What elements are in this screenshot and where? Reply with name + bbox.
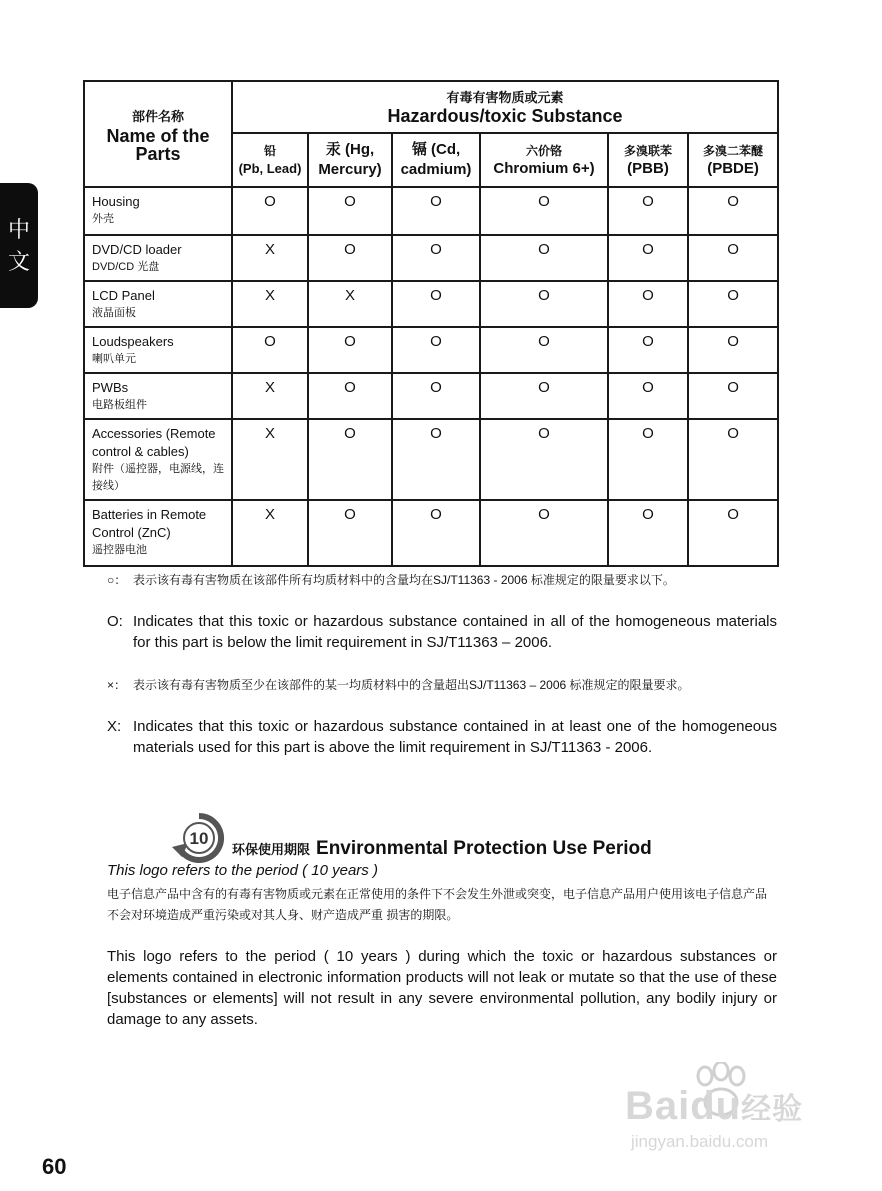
mark-cell: O	[480, 373, 608, 419]
part-name-zh: DVD/CD 光盘	[92, 261, 160, 273]
mark-cell: O	[308, 419, 392, 500]
substance-col-mercury	[308, 133, 392, 187]
parts-name-header-en: Name of the	[106, 125, 210, 146]
note-x-en-text: Indicates that this toxic or hazardous substance contained in at least one of the homogeneous materials used for this part is above the limit requirement in SJ/T11363 - 2006.	[133, 718, 777, 756]
mark-cell: X	[232, 281, 308, 327]
substance-zh: 镉 (Cd,	[411, 141, 461, 158]
table-row	[84, 281, 778, 327]
part-name-zh: 液晶面板	[92, 307, 136, 319]
mark-cell: O	[308, 235, 392, 281]
mark-cell: O	[608, 500, 688, 566]
substance-en: Chromium 6+)	[493, 159, 595, 177]
epup-logo	[170, 813, 228, 863]
mark-cell: O	[480, 419, 608, 500]
mark-cell: O	[688, 327, 778, 373]
epup-en-text: This logo refers to the period ( 10 years ) during which the toxic or hazardous substances or elements contained in electronic information products will not leak or mutate so that the use of these [substances or elements] will not result in any severe environmental pollution, any bodily injury or damage to any assets.	[107, 948, 777, 1028]
mark-cell: O	[392, 327, 480, 373]
mark-cell: X	[232, 235, 308, 281]
mark-cell: O	[308, 187, 392, 235]
part-name-zh: 喇叭单元	[92, 353, 136, 365]
substance-en: (PBDE)	[707, 159, 759, 177]
mark-cell: O	[308, 373, 392, 419]
part-name-en: LCD Panel	[92, 288, 155, 303]
mark-cell: O	[232, 327, 308, 373]
watermark-url: jingyan.baidu.com	[631, 1132, 769, 1151]
part-name-zh: 附件（遥控器，电源线，连接线）	[92, 463, 224, 492]
substance-header	[232, 81, 778, 133]
mark-cell: X	[232, 373, 308, 419]
part-name-cell	[84, 235, 232, 281]
part-name-en: Accessories (Remote control & cables)	[92, 426, 216, 459]
page-number: 60	[42, 1154, 67, 1179]
substance-header-zh: 有毒有害物质或元素	[446, 90, 564, 105]
mark-cell: O	[232, 187, 308, 235]
part-name-cell	[84, 327, 232, 373]
watermark-brand	[625, 1084, 803, 1129]
watermark-brand-b: du	[690, 1084, 742, 1128]
substance-col-lead	[232, 133, 308, 187]
table-row	[84, 235, 778, 281]
parts-name-header-zh: 部件名称	[131, 108, 184, 124]
note-x-en	[107, 716, 777, 758]
note-x-en-lead: X:	[107, 718, 122, 735]
table-row	[84, 187, 778, 235]
mark-cell: X	[308, 281, 392, 327]
part-name-en: Loudspeakers	[92, 334, 174, 349]
substance-col-chromium	[480, 133, 608, 187]
language-tab-char: 文	[7, 248, 30, 274]
part-name-cell	[84, 500, 232, 566]
mark-cell: O	[608, 327, 688, 373]
mark-cell: O	[480, 500, 608, 566]
substance-zh: 铅	[263, 143, 276, 158]
part-name-en: Housing	[92, 194, 140, 209]
substance-col-pbde	[688, 133, 778, 187]
substance-zh: 多溴联苯	[623, 143, 672, 158]
substance-en: (Pb, Lead)	[238, 160, 302, 176]
part-name-cell	[84, 373, 232, 419]
substance-zh: 六价铬	[525, 143, 562, 158]
mark-cell: O	[480, 281, 608, 327]
substance-col-pbb	[608, 133, 688, 187]
part-name-en: Batteries in Remote Control (ZnC)	[92, 507, 207, 540]
part-name-zh: 遥控器电池	[92, 544, 147, 556]
note-x-zh-lead: ×：	[107, 678, 127, 692]
part-name-cell	[84, 281, 232, 327]
parts-name-header-en-2: Parts	[135, 143, 181, 164]
mark-cell: O	[392, 500, 480, 566]
mark-cell: O	[688, 235, 778, 281]
mark-cell: O	[392, 235, 480, 281]
mark-cell: O	[608, 419, 688, 500]
substance-col-cadmium	[392, 133, 480, 187]
mark-cell: O	[608, 187, 688, 235]
mark-cell: O	[308, 327, 392, 373]
mark-cell: O	[688, 187, 778, 235]
part-name-cell	[84, 187, 232, 235]
mark-cell: O	[608, 373, 688, 419]
substance-zh: 多溴二苯醚	[703, 143, 764, 158]
substance-en: cadmium)	[400, 161, 472, 178]
watermark-brand-a: Bai	[625, 1084, 691, 1128]
watermark-brand-cn: 经验	[741, 1093, 804, 1126]
mark-cell: O	[688, 373, 778, 419]
note-x-zh	[107, 675, 777, 695]
mark-cell: O	[480, 235, 608, 281]
mark-cell: O	[392, 419, 480, 500]
mark-cell: O	[308, 500, 392, 566]
table-row	[84, 327, 778, 373]
note-o-zh-lead: ○：	[107, 573, 127, 587]
note-o-zh-text: 表示该有毒有害物质在该部件所有均质材料中的含量均在SJ/T11363 - 2006 标准规定的限量要求以下。	[133, 573, 675, 587]
substance-en: Mercury)	[318, 161, 382, 178]
substance-en: (PBB)	[627, 159, 669, 177]
mark-cell: O	[608, 281, 688, 327]
mark-cell: O	[688, 281, 778, 327]
hazardous-substance-table	[83, 80, 779, 567]
parts-name-header	[84, 81, 232, 187]
mark-cell: O	[392, 187, 480, 235]
baidu-watermark	[625, 1062, 835, 1162]
part-name-cell	[84, 419, 232, 500]
substance-header-en: Hazardous/toxic Substance	[387, 106, 623, 126]
table-row	[84, 419, 778, 500]
language-tab-char: 中	[7, 216, 30, 242]
note-o-en	[107, 611, 777, 653]
note-o-en-lead: O:	[107, 613, 123, 630]
mark-cell: O	[480, 327, 608, 373]
note-o-zh	[107, 570, 777, 590]
note-x-zh-text: 表示该有毒有害物质至少在该部件的某一均质材料中的含量超出SJ/T11363 – 2006 标准规定的限量要求。	[133, 678, 690, 692]
mark-cell: X	[232, 500, 308, 566]
mark-cell: O	[608, 235, 688, 281]
epup-title-en: Environmental Protection Use Period	[316, 838, 652, 859]
part-name-en: DVD/CD loader	[92, 242, 182, 257]
epup-logo-number: 10	[189, 829, 209, 848]
part-name-zh: 外壳	[92, 213, 114, 225]
mark-cell: O	[392, 281, 480, 327]
table-row	[84, 373, 778, 419]
part-name-zh: 电路板组件	[92, 399, 147, 411]
epup-title	[232, 838, 652, 860]
part-name-en: PWBs	[92, 380, 129, 395]
mark-cell: X	[232, 419, 308, 500]
language-tab	[0, 183, 38, 308]
epup-zh-text: 电子信息产品中含有的有毒有害物质或元素在正常使用的条件下不会发生外泄或突变，电子信息产品用户使用该电子信息产品不会对环境造成严重污染或对其人身、财产造成严重 损害的期限。	[107, 887, 768, 922]
mark-cell: O	[392, 373, 480, 419]
mark-cell: O	[688, 500, 778, 566]
table-row	[84, 500, 778, 566]
epup-title-zh: 环保使用期限	[232, 842, 311, 857]
epup-italic-caption: This logo refers to the period ( 10 years )	[107, 862, 378, 879]
mark-cell: O	[480, 187, 608, 235]
mark-cell: O	[688, 419, 778, 500]
note-o-en-text: Indicates that this toxic or hazardous substance contained in all of the homogeneous materials for this part is below the limit requirement in SJ/T11363 – 2006.	[133, 613, 777, 651]
substance-zh: 汞 (Hg,	[325, 141, 375, 158]
